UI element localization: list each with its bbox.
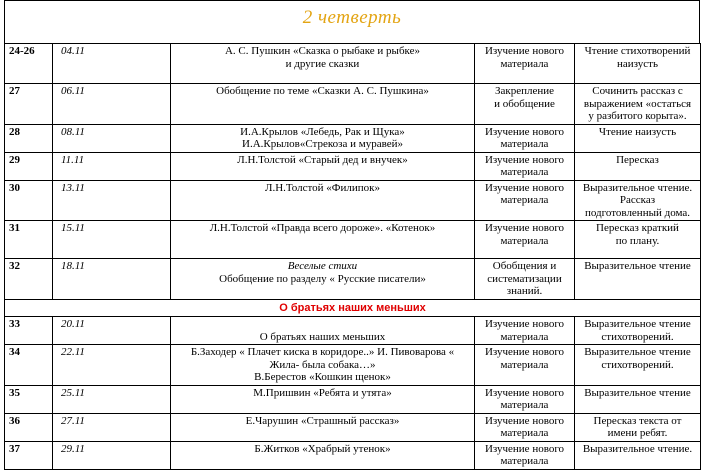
lesson-date: 13.11	[53, 180, 171, 221]
lesson-number: 37	[5, 441, 53, 469]
table-row	[5, 259, 701, 300]
lesson-task	[575, 221, 701, 259]
lesson-number: 30	[5, 180, 53, 221]
table-row	[5, 180, 701, 221]
lesson-type-line: Изучение нового	[484, 222, 565, 234]
lesson-number: 27	[5, 84, 53, 125]
lesson-date: 18.11	[53, 259, 171, 300]
lesson-type-line: материала	[500, 194, 549, 206]
lesson-plan-page	[4, 0, 700, 470]
lesson-type-line: материала	[500, 427, 549, 439]
lesson-type-line: Изучение нового	[484, 45, 565, 57]
lesson-date: 08.11	[53, 124, 171, 152]
lesson-number: 24-26	[5, 44, 53, 84]
table-row	[5, 385, 701, 413]
lesson-type-line: Закрепление	[494, 85, 555, 97]
lesson-type-line: Изучение нового	[484, 346, 565, 358]
lesson-number: 31	[5, 221, 53, 259]
table-row	[5, 44, 701, 84]
lesson-date: 20.11	[53, 317, 171, 345]
lesson-type-line: материала	[500, 234, 549, 247]
lesson-task-line: имени ребят.	[607, 427, 668, 439]
lesson-type-line: материала	[500, 358, 549, 371]
lesson-topic-line: Е.Чарушин «Страшный рассказ»	[245, 414, 400, 427]
lesson-task-line: Выразительное чтение	[584, 318, 691, 330]
table-row	[5, 345, 701, 386]
lesson-type	[475, 413, 575, 441]
lesson-type-line: материала	[500, 330, 549, 343]
lesson-topic	[171, 124, 475, 152]
lesson-task	[575, 44, 701, 84]
lesson-task-line: Выразительное чтение.	[582, 442, 693, 455]
lesson-topic-line: и другие сказки	[285, 57, 360, 70]
lesson-task-line: подготовленный дома.	[584, 206, 691, 219]
lesson-task	[575, 413, 701, 441]
lesson-number: 34	[5, 345, 53, 386]
table-row	[5, 441, 701, 469]
lesson-topic	[171, 44, 475, 84]
lesson-task	[575, 152, 701, 180]
quarter-title: 2 четверть	[302, 7, 402, 28]
lesson-date: 29.11	[53, 441, 171, 469]
header-spacer	[4, 35, 700, 43]
lesson-topic	[171, 84, 475, 125]
lesson-task-line: наизусть	[617, 57, 658, 70]
lesson-type-line: материала	[500, 455, 549, 467]
lesson-number: 33	[5, 317, 53, 345]
lesson-number: 32	[5, 259, 53, 300]
lesson-date: 06.11	[53, 84, 171, 125]
lesson-task-line: стихотворений.	[601, 330, 674, 343]
lesson-type-line: Изучение нового	[484, 414, 565, 427]
lesson-type-line: знаний.	[506, 285, 543, 297]
lesson-date: 15.11	[53, 221, 171, 259]
lesson-number: 28	[5, 124, 53, 152]
lesson-topic-line: Л.Н.Толстой «Филипок»	[264, 181, 380, 194]
lesson-date: 11.11	[53, 152, 171, 180]
lesson-task	[575, 345, 701, 386]
lesson-type-line: Изучение нового	[484, 125, 565, 138]
lesson-type-line: материала	[500, 166, 549, 178]
lesson-type	[475, 44, 575, 84]
lesson-task	[575, 441, 701, 469]
lesson-topic-line: О братьях наших меньших	[259, 330, 386, 343]
lesson-task-line: Пересказ краткий	[596, 222, 679, 234]
lesson-task-line: выражением «остаться	[583, 97, 692, 110]
lesson-task	[575, 180, 701, 221]
lesson-topic	[171, 180, 475, 221]
lesson-topic	[171, 413, 475, 441]
table-row	[5, 413, 701, 441]
lesson-task	[575, 317, 701, 345]
lesson-type-line: материала	[500, 399, 549, 411]
lesson-topic	[171, 317, 475, 345]
lesson-task	[575, 259, 701, 300]
lesson-task	[575, 385, 701, 413]
lesson-task-line: Выразительное чтение.	[582, 181, 693, 194]
lesson-type	[475, 84, 575, 125]
lesson-date: 04.11	[53, 44, 171, 84]
lesson-type	[475, 345, 575, 386]
lesson-topic-line: М.Пришвин «Ребята и утята»	[253, 386, 392, 399]
lesson-task-line: стихотворений.	[601, 358, 674, 371]
lesson-type	[475, 317, 575, 345]
lesson-type	[475, 385, 575, 413]
lesson-task-line: Чтение наизусть	[598, 125, 677, 138]
lesson-type	[475, 221, 575, 259]
table-row	[5, 221, 701, 259]
lesson-topic-line: Обобщение по разделу « Русские писатели»	[219, 272, 426, 285]
lesson-task	[575, 84, 701, 125]
lesson-type-line: Изучение нового	[484, 153, 565, 166]
lesson-type	[475, 259, 575, 300]
lesson-date: 27.11	[53, 413, 171, 441]
lesson-topic-line: Л.Н.Толстой «Правда всего дороже». «Котенок»	[209, 222, 436, 234]
quarter-header	[4, 0, 700, 35]
lesson-task-line: Выразительное чтение	[584, 260, 691, 272]
lesson-type-line: Изучение нового	[484, 442, 565, 455]
table-row	[5, 124, 701, 152]
lesson-topic	[171, 221, 475, 259]
lesson-topic	[171, 441, 475, 469]
lesson-topic-line: Жила- была собака…»	[269, 358, 376, 371]
lesson-topic-line: А. С. Пушкин «Сказка о рыбаке и рыбке»	[224, 45, 420, 57]
table-row	[5, 317, 701, 345]
lesson-topic	[171, 259, 475, 300]
lesson-topic-line: Обобщение по теме «Сказки А. С. Пушкина»	[216, 85, 429, 97]
lesson-topic-line: И.А.Крылов«Стрекоза и муравей»	[242, 138, 403, 150]
lesson-topic-line: Л.Н.Толстой «Старый дед и внучек»	[237, 153, 408, 166]
lesson-topic-line: Б.Заходер « Плачет киска в коридоре..» И. Пивоварова «	[190, 346, 455, 358]
lesson-type-line: Изучение нового	[484, 318, 565, 330]
lesson-task-line: Сочинить рассказ с	[592, 85, 683, 97]
lesson-number: 29	[5, 152, 53, 180]
lesson-date: 22.11	[53, 345, 171, 386]
lesson-type-line: и обобщение	[494, 97, 555, 110]
topic-subtitle: Веселые стихи	[287, 260, 358, 272]
lesson-type-line: Изучение нового	[484, 181, 565, 194]
lesson-topic-line: И.А.Крылов «Лебедь, Рак и Щука»	[240, 125, 405, 138]
lesson-task-line: Пересказ текста от	[593, 414, 682, 427]
lesson-topic-line: Б.Житков «Храбрый утенок»	[254, 442, 391, 455]
lesson-type-line: Обобщения и	[492, 260, 557, 272]
lesson-type-line: материала	[500, 57, 549, 70]
lesson-task-line: Пересказ	[616, 153, 659, 166]
lesson-type	[475, 152, 575, 180]
lesson-topic	[171, 345, 475, 386]
lesson-task-line: Выразительное чтение	[584, 346, 691, 358]
section-title: О братьях наших меньших	[5, 299, 701, 317]
lesson-topic	[171, 152, 475, 180]
lesson-task-line: Рассказ	[619, 194, 656, 206]
lesson-type	[475, 441, 575, 469]
table-row	[5, 152, 701, 180]
lesson-table	[4, 43, 701, 470]
lesson-type-line: систематизации	[487, 272, 562, 285]
lesson-number: 36	[5, 413, 53, 441]
lesson-task-line: у разбитого корыта».	[588, 110, 687, 122]
lesson-task-line: Чтение стихотворений	[584, 45, 691, 57]
lesson-date: 25.11	[53, 385, 171, 413]
section-row	[5, 299, 701, 317]
lesson-type-line: материала	[500, 138, 549, 150]
lesson-task	[575, 124, 701, 152]
lesson-topic	[171, 385, 475, 413]
lesson-task-line: по плану.	[615, 234, 660, 247]
lesson-number: 35	[5, 385, 53, 413]
lesson-type	[475, 180, 575, 221]
lesson-task-line: Выразительное чтение	[584, 386, 691, 399]
lesson-type	[475, 124, 575, 152]
lesson-type-line: Изучение нового	[484, 386, 565, 399]
lesson-topic-line: В.Берестов «Кошкин щенок»	[254, 371, 391, 383]
table-row	[5, 84, 701, 125]
